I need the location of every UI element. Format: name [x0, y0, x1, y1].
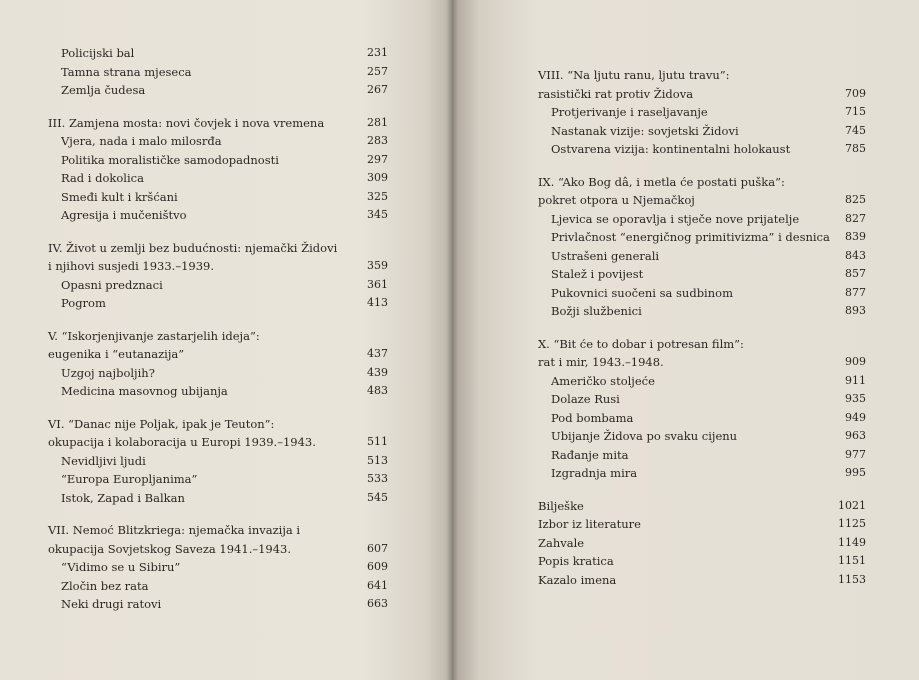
entry-title: Ljevica se oporavlja i stječe nove prijatelje — [551, 211, 800, 226]
entry-title: “Vidimo se u Sibiru” — [61, 560, 181, 574]
toc-subentry — [48, 63, 388, 82]
toc-chapter-group — [48, 415, 388, 508]
toc-subentry — [48, 470, 388, 489]
entry-title: Zahvale — [538, 535, 585, 550]
entry-title: Rad i dokolica — [61, 171, 144, 185]
right-table-of-contents — [538, 66, 866, 603]
entry-title: Tamna strana mjeseca — [61, 64, 192, 79]
toc-subentry — [538, 284, 866, 303]
page-number: 283 — [367, 134, 388, 147]
toc-subentry — [538, 140, 866, 159]
page-number: 745 — [845, 123, 866, 137]
page-number: 267 — [367, 83, 388, 96]
page-number: 513 — [367, 453, 388, 467]
entry-title: Zločin bez rata — [61, 578, 149, 593]
entry-title: Privlačnost “energičnog primitivizma” i desnica — [551, 230, 830, 244]
page-number: 281 — [367, 115, 388, 129]
chapter-heading: X. “Bit će to dobar i potresan film”: — [538, 336, 744, 351]
page-number: 857 — [845, 267, 866, 280]
entry-title: Opasni predznaci — [61, 277, 163, 292]
page-number: 439 — [367, 365, 388, 379]
entry-title: rasistički rat protiv Židova — [538, 86, 694, 101]
toc-subentry — [538, 390, 866, 409]
toc-subentry — [538, 122, 866, 141]
page-number: 839 — [845, 230, 866, 243]
toc-chapter-group — [48, 239, 388, 313]
page-number: 663 — [367, 597, 388, 610]
page-number: 545 — [367, 490, 388, 504]
page-number: 533 — [367, 472, 388, 485]
entry-title: Pogrom — [61, 296, 106, 310]
entry-title: Zemlja čudesa — [61, 83, 146, 97]
toc-chapter-group — [538, 497, 866, 590]
entry-title: Istok, Zapad i Balkan — [61, 490, 185, 505]
entry-title: Nastanak vizije: sovjetski Židovi — [551, 123, 739, 138]
entry-title: Dolaze Rusi — [551, 392, 620, 406]
page-number: 309 — [367, 171, 388, 184]
toc-subentry — [48, 132, 388, 151]
page-number: 949 — [845, 410, 866, 424]
toc-subentry — [48, 595, 388, 614]
entry-title: eugenika i “eutanazija” — [48, 347, 185, 361]
entry-title: Nevidljivi ljudi — [61, 453, 146, 468]
page-number: 877 — [845, 285, 866, 299]
page-number: 1149 — [838, 535, 866, 549]
toc-subentry — [48, 577, 388, 596]
page-number: 963 — [845, 429, 866, 442]
toc-entry — [48, 114, 388, 133]
toc-subentry — [48, 558, 388, 577]
page-number: 911 — [845, 373, 866, 387]
chapter-heading: V. “Iskorjenjivanje zastarjelih ideja”: — [48, 328, 260, 343]
entry-title: Protjerivanje i raseljavanje — [551, 105, 708, 119]
toc-subentry — [48, 489, 388, 508]
left-table-of-contents — [48, 44, 388, 628]
entry-title: Kazalo imena — [538, 572, 617, 587]
entry-title: Smeđi kult i kršćani — [61, 189, 178, 204]
toc-entry — [48, 540, 388, 559]
page-number: 1125 — [838, 517, 866, 530]
toc-entry — [538, 571, 866, 590]
toc-entry — [538, 353, 866, 372]
toc-subentry — [538, 409, 866, 428]
page-number: 413 — [367, 296, 388, 309]
entry-title: Ostvarena vizija: kontinentalni holokaust — [551, 142, 791, 156]
chapter-heading: VII. Nemoć Blitzkriega: njemačka invazija i — [48, 523, 301, 537]
entry-title: Neki drugi ratovi — [61, 597, 162, 611]
page-number: 345 — [367, 208, 388, 221]
entry-title: III. Zamjena mosta: novi čovjek i nova vremena — [48, 115, 325, 130]
entry-title: Izbor iz literature — [538, 517, 641, 531]
page-number: 909 — [845, 355, 866, 368]
entry-title: Policijski bal — [61, 46, 135, 60]
entry-title: Američko stoljeće — [551, 373, 655, 388]
chapter-heading: VIII. “Na ljutu ranu, ljutu travu”: — [538, 68, 730, 82]
entry-title: Bilješke — [538, 498, 584, 513]
entry-title: Rađanje mita — [551, 447, 629, 462]
toc-chapter-group — [48, 327, 388, 401]
entry-title: Ubijanje Židova po svaku cijenu — [551, 429, 738, 443]
toc-subentry — [48, 169, 388, 188]
page-number: 827 — [845, 211, 866, 225]
toc-subentry — [48, 44, 388, 63]
toc-entry — [48, 257, 388, 276]
page-number: 257 — [367, 64, 388, 78]
page-number: 641 — [367, 578, 388, 592]
page-number: 935 — [845, 392, 866, 405]
toc-subentry — [538, 446, 866, 465]
toc-subentry — [48, 364, 388, 383]
page-number: 483 — [367, 384, 388, 397]
page-number: 825 — [845, 193, 866, 206]
entry-title: i njihovi susjedi 1933.–1939. — [48, 259, 215, 273]
entry-title: Politika moralističke samodopadnosti — [61, 152, 279, 167]
page-number: 437 — [367, 347, 388, 360]
book-gutter — [446, 0, 458, 680]
toc-entry — [538, 497, 866, 516]
toc-subentry — [48, 151, 388, 170]
entry-title: okupacija i kolaboracija u Europi 1939.–1943. — [48, 435, 316, 449]
toc-subentry — [48, 188, 388, 207]
page-number: 361 — [367, 277, 388, 291]
entry-title: Izgradnja mira — [551, 466, 638, 480]
toc-subentry — [538, 103, 866, 122]
toc-subentry — [48, 294, 388, 313]
page-number: 709 — [845, 86, 866, 100]
entry-title: Pod bombama — [551, 410, 634, 425]
entry-title: okupacija Sovjetskog Saveza 1941.–1943. — [48, 541, 292, 556]
toc-entry — [538, 515, 866, 534]
page-number: 511 — [367, 435, 388, 448]
toc-subentry — [48, 452, 388, 471]
toc-subentry — [538, 210, 866, 229]
toc-chapter-group — [538, 173, 866, 321]
entry-title: Vjera, nada i malo milosrđa — [61, 134, 222, 148]
toc-entry — [48, 345, 388, 364]
page-number: 977 — [845, 447, 866, 461]
toc-entry — [538, 191, 866, 210]
page-number: 893 — [845, 304, 866, 317]
toc-subentry — [48, 81, 388, 100]
page-number: 1021 — [838, 498, 866, 512]
page-number: 1151 — [838, 554, 866, 567]
entry-title: Popis kratica — [538, 554, 614, 568]
page-number: 609 — [367, 560, 388, 573]
toc-subentry — [538, 372, 866, 391]
toc-entry — [538, 552, 866, 571]
toc-subentry — [48, 382, 388, 401]
entry-title: Božji službenici — [551, 304, 642, 318]
toc-subentry — [538, 228, 866, 247]
chapter-heading: VI. “Danac nije Poljak, ipak je Teuton”: — [48, 416, 275, 431]
toc-chapter-group — [48, 521, 388, 614]
entry-title: Pukovnici suočeni sa sudbinom — [551, 285, 733, 300]
entry-title: rat i mir, 1943.–1948. — [538, 355, 664, 369]
toc-subentry — [48, 276, 388, 295]
toc-entry — [48, 433, 388, 452]
toc-subentry — [538, 247, 866, 266]
page-number: 1153 — [838, 572, 866, 586]
page-number: 297 — [367, 152, 388, 166]
entry-title: pokret otpora u Njemačkoj — [538, 193, 695, 207]
toc-subentry — [538, 265, 866, 284]
page-number: 231 — [367, 46, 388, 59]
toc-entry — [538, 85, 866, 104]
toc-subentry — [538, 427, 866, 446]
page-number: 843 — [845, 248, 866, 262]
entry-title: Ustrašeni generali — [551, 248, 660, 263]
toc-chapter-group — [538, 66, 866, 159]
entry-title: Uzgoj najboljih? — [61, 365, 155, 380]
entry-title: Agresija i mučeništvo — [61, 208, 187, 222]
entry-title: Medicina masovnog ubijanja — [61, 384, 228, 398]
toc-subentry — [538, 302, 866, 321]
page-number: 325 — [367, 189, 388, 203]
toc-chapter-group — [48, 44, 388, 100]
page-number: 715 — [845, 105, 866, 118]
page-number: 995 — [845, 466, 866, 479]
chapter-heading: IV. Život u zemlji bez budućnosti: njemački Židovi — [48, 240, 338, 255]
page-number: 359 — [367, 259, 388, 272]
toc-chapter-group — [538, 335, 866, 483]
page-number: 607 — [367, 541, 388, 555]
toc-subentry — [538, 464, 866, 483]
entry-title: Stalež i povijest — [551, 267, 644, 281]
page-number: 785 — [845, 142, 866, 155]
entry-title: “Europa Europljanima” — [61, 472, 198, 486]
toc-chapter-group — [48, 114, 388, 225]
toc-subentry — [48, 206, 388, 225]
toc-entry — [538, 534, 866, 553]
chapter-heading: IX. “Ako Bog dâ, i metla će postati puška”: — [538, 174, 785, 189]
